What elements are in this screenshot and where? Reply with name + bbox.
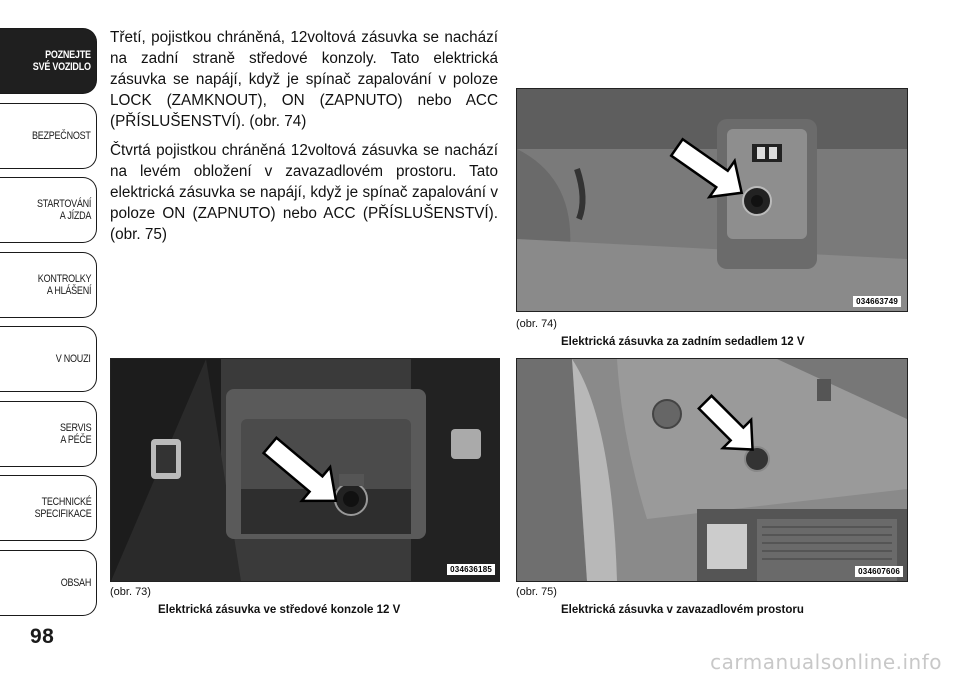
figure-code: 034663749 [853,296,901,307]
tab-servis[interactable] [0,401,97,467]
tab-poznejte-sve-vozidlo[interactable] [0,28,97,94]
figure-75-ref: (obr. 75) [516,586,557,598]
tab-startovani[interactable] [0,177,97,243]
tab-obsah[interactable] [0,550,97,616]
watermark: carmanualsonline.info [710,650,942,674]
figure-73-ref: (obr. 73) [110,586,151,598]
tab-label: OBSAH [60,576,92,589]
figure-code: 034607606 [855,566,903,577]
tab-label: KONTROLKY A HLÁŠENÍ [37,272,92,297]
tab-label: V NOUZI [56,353,92,365]
tab-label: POZNEJTE SVÉ VOZIDLO [33,49,92,73]
chapter-tabs [0,28,100,624]
figure-74-caption: Elektrická zásuvka za zadním sedadlem 12 V [561,336,805,348]
tab-technicke-specifikace[interactable] [0,475,97,541]
figure-75-caption: Elektrická zásuvka v zavazadlovém prostoru [561,604,804,616]
paragraph: Třetí, pojistkou chráněná, 12voltová zásuvka se nachází na zadní straně středové konzoly. Tato elektrická zásuvka se napájí, když je spínač zapalování v poloze LOCK (ZAMKNOUT), ON (ZAPNUTO) nebo ACC (PŘÍSLUŠENSTVÍ). (obr. 74) [110,29,498,130]
tab-v-nouzi[interactable] [0,326,97,392]
body-text [110,27,498,253]
figure-74-ref: (obr. 74) [516,318,557,330]
figure-code: 034636185 [447,564,495,575]
page-number: 98 [30,625,55,648]
paragraph: Čtvrtá pojistkou chráněná 12voltová zásuvka se nachází na levém obložení v zavazadlovém prostoru. Tato elektrická zásuvka se napájí, když je spínač zapalování v poloze ON (ZAPNUTO) nebo ACC (PŘÍSLUŠENSTVÍ). (obr. 75) [110,142,498,243]
tab-label: STARTOVÁNÍ A JÍZDA [36,198,92,222]
tab-bezpecnost[interactable] [0,103,97,169]
tab-label: BEZPEČNOST [32,129,92,142]
figure-73-photo [110,358,500,582]
figure-73-caption: Elektrická zásuvka ve středové konzole 12 V [158,604,401,616]
tab-label: TECHNICKÉ SPECIFIKACE [34,496,92,520]
tab-label: SERVIS A PÉČE [59,421,92,446]
tab-kontrolky[interactable] [0,252,97,318]
figure-75-photo [516,358,908,582]
figure-74-photo [516,88,908,312]
